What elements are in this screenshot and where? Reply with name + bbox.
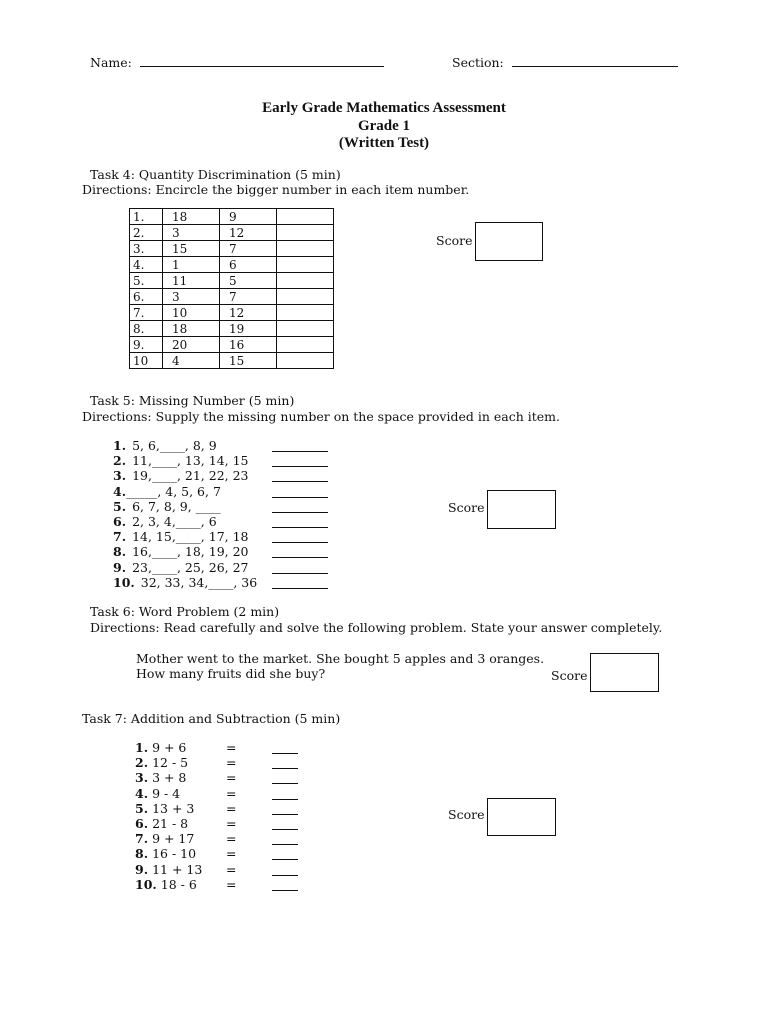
expression-text: 18 - 6 xyxy=(160,876,197,892)
answer-blank[interactable] xyxy=(272,829,298,830)
expression-text: 9 + 6 xyxy=(152,740,187,755)
task4-directions: Directions: Encircle the bigger number in each item number. xyxy=(82,182,470,197)
answer-blank[interactable] xyxy=(272,844,298,845)
expression-text: 9 + 17 xyxy=(152,831,195,847)
quantity-row xyxy=(130,241,334,257)
quantity-row xyxy=(130,305,334,321)
sequence-text: 14, 15,____, 17, 18 xyxy=(132,529,249,545)
item-number-cell: 2. xyxy=(130,225,163,241)
answer-blank[interactable] xyxy=(272,512,328,513)
blank-cell xyxy=(277,273,334,289)
sequence-text: 19,____, 21, 22, 23 xyxy=(132,468,249,484)
item-number-cell: 9. xyxy=(130,337,163,353)
blank-cell xyxy=(277,305,334,321)
sequence-text: 32, 33, 34,____, 36 xyxy=(140,574,258,590)
expression-text: 21 - 8 xyxy=(152,816,189,831)
number-choice-cell[interactable]: 9 xyxy=(220,209,277,225)
item-number-cell: 7. xyxy=(130,305,163,321)
answer-blank[interactable] xyxy=(272,768,298,769)
item-number: 5. xyxy=(135,800,149,816)
quantity-row xyxy=(130,337,334,353)
number-choice-cell[interactable]: 16 xyxy=(220,337,277,353)
task6-problem-line2: How many fruits did she buy? xyxy=(136,666,326,681)
section-field-row xyxy=(452,54,678,70)
blank-cell xyxy=(277,289,334,305)
quantity-table xyxy=(129,208,334,369)
number-choice-cell[interactable]: 12 xyxy=(220,225,277,241)
answer-blank[interactable] xyxy=(272,466,328,467)
item-number: 3. xyxy=(113,468,127,484)
number-choice-cell[interactable]: 10 xyxy=(163,305,220,321)
equals-sign: = xyxy=(226,755,237,771)
blank-cell xyxy=(277,353,334,369)
task6-score-label: Score xyxy=(551,668,588,683)
equals-sign: = xyxy=(226,876,237,892)
number-choice-cell[interactable]: 19 xyxy=(220,321,277,337)
number-choice-cell[interactable]: 4 xyxy=(163,353,220,369)
item-number: 8. xyxy=(113,544,127,560)
item-number-cell: 4. xyxy=(130,257,163,273)
equals-sign: = xyxy=(226,846,237,862)
missing-number-item xyxy=(113,438,217,453)
answer-blank[interactable] xyxy=(272,859,298,860)
equals-sign: = xyxy=(226,816,237,831)
number-choice-cell[interactable]: 11 xyxy=(163,273,220,289)
expression-text: 3 + 8 xyxy=(152,770,187,786)
task4-score-box[interactable] xyxy=(475,222,543,261)
arithmetic-item xyxy=(135,801,194,816)
answer-blank[interactable] xyxy=(272,783,298,784)
written-test-title: (Written Test) xyxy=(338,135,430,151)
task7-score-box[interactable] xyxy=(487,798,556,836)
item-number: 6. xyxy=(135,816,149,831)
arithmetic-item xyxy=(135,786,180,801)
item-number: 1. xyxy=(113,438,127,453)
missing-number-item xyxy=(113,468,249,483)
task6-heading: Task 6: Word Problem (2 min) xyxy=(90,604,280,619)
number-choice-cell[interactable]: 12 xyxy=(220,305,277,321)
expression-text: 12 - 5 xyxy=(152,755,189,771)
item-number: 4. xyxy=(135,785,149,801)
answer-blank[interactable] xyxy=(272,497,328,498)
blank-cell xyxy=(277,225,334,241)
task4-score-label: Score xyxy=(436,233,473,248)
number-choice-cell[interactable]: 15 xyxy=(220,353,277,369)
equals-sign: = xyxy=(226,831,237,847)
answer-blank[interactable] xyxy=(272,527,328,528)
answer-blank[interactable] xyxy=(272,451,328,452)
item-number: 1. xyxy=(135,740,149,755)
answer-blank[interactable] xyxy=(272,557,328,558)
missing-number-item xyxy=(113,575,257,590)
item-number-cell: 3. xyxy=(130,241,163,257)
sequence-text: 2, 3, 4,____, 6 xyxy=(132,514,217,529)
item-number: 4. xyxy=(113,483,127,499)
name-input-line[interactable] xyxy=(140,54,384,67)
arithmetic-item xyxy=(135,831,194,846)
quantity-row xyxy=(130,209,334,225)
sequence-text: _____, 4, 5, 6, 7 xyxy=(126,483,221,499)
quantity-row xyxy=(130,321,334,337)
answer-blank[interactable] xyxy=(272,573,328,574)
missing-number-item xyxy=(113,544,249,559)
task4-heading: Task 4: Quantity Discrimination (5 min) xyxy=(90,167,341,182)
arithmetic-item xyxy=(135,877,197,892)
missing-number-item xyxy=(113,453,249,468)
quantity-row xyxy=(130,257,334,273)
item-number-cell: 10 xyxy=(130,353,163,369)
arithmetic-item xyxy=(135,846,196,861)
task5-heading: Task 5: Missing Number (5 min) xyxy=(90,393,295,408)
answer-blank[interactable] xyxy=(272,753,298,754)
blank-cell xyxy=(277,241,334,257)
task6-problem-line1: Mother went to the market. She bought 5 apples and 3 oranges. xyxy=(136,651,545,666)
answer-blank[interactable] xyxy=(272,481,328,482)
number-choice-cell[interactable]: 3 xyxy=(163,289,220,305)
sequence-text: 6, 7, 8, 9, ____ xyxy=(132,498,221,514)
item-number-cell: 1. xyxy=(130,209,163,225)
answer-blank[interactable] xyxy=(272,814,298,815)
task7-score-label: Score xyxy=(448,807,485,822)
answer-blank[interactable] xyxy=(272,875,298,876)
expression-text: 9 - 4 xyxy=(152,785,181,801)
blank-cell xyxy=(277,257,334,273)
answer-blank[interactable] xyxy=(272,799,298,800)
task6-score-box[interactable] xyxy=(590,653,659,692)
equals-sign: = xyxy=(226,861,237,877)
expression-text: 11 + 13 xyxy=(152,861,203,877)
item-number: 10. xyxy=(113,574,135,590)
item-number: 7. xyxy=(113,529,127,545)
section-label: Section: xyxy=(452,55,504,70)
quantity-row xyxy=(130,289,334,305)
item-number: 7. xyxy=(135,831,149,847)
name-label: Name: xyxy=(90,55,132,70)
quantity-row xyxy=(130,353,334,369)
equals-sign: = xyxy=(226,785,237,801)
arithmetic-item xyxy=(135,770,186,785)
sequence-text: 11,____, 13, 14, 15 xyxy=(132,453,249,469)
arithmetic-item xyxy=(135,755,188,770)
section-input-line[interactable] xyxy=(512,54,678,67)
sequence-text: 23,____, 25, 26, 27 xyxy=(132,559,249,575)
assessment-title: Early Grade Mathematics Assessment xyxy=(262,100,506,116)
item-number-cell: 6. xyxy=(130,289,163,305)
item-number: 5. xyxy=(113,498,127,514)
number-choice-cell[interactable]: 15 xyxy=(163,241,220,257)
item-number: 2. xyxy=(113,453,127,469)
item-number-cell: 5. xyxy=(130,273,163,289)
item-number: 6. xyxy=(113,514,127,529)
blank-cell xyxy=(277,209,334,225)
blank-cell xyxy=(277,321,334,337)
equals-sign: = xyxy=(226,770,237,786)
missing-number-item xyxy=(113,484,221,499)
answer-blank[interactable] xyxy=(272,588,328,589)
arithmetic-item xyxy=(135,862,202,877)
item-number: 10. xyxy=(135,876,157,892)
number-choice-cell[interactable]: 1 xyxy=(163,257,220,273)
missing-number-item xyxy=(113,560,249,575)
blank-cell xyxy=(277,337,334,353)
missing-number-item xyxy=(113,499,221,514)
item-number-cell: 8. xyxy=(130,321,163,337)
number-choice-cell[interactable]: 7 xyxy=(220,289,277,305)
quantity-row xyxy=(130,273,334,289)
task7-heading: Task 7: Addition and Subtraction (5 min) xyxy=(82,711,341,726)
item-number: 3. xyxy=(135,770,149,786)
grade-title: Grade 1 xyxy=(357,118,411,134)
expression-text: 13 + 3 xyxy=(152,800,195,816)
equals-sign: = xyxy=(226,740,237,755)
arithmetic-item xyxy=(135,816,188,831)
expression-text: 16 - 10 xyxy=(152,846,197,862)
missing-number-item xyxy=(113,529,249,544)
item-number: 8. xyxy=(135,846,149,862)
name-field-row xyxy=(90,54,384,70)
number-choice-cell[interactable]: 20 xyxy=(163,337,220,353)
number-choice-cell[interactable]: 6 xyxy=(220,257,277,273)
task5-score-box[interactable] xyxy=(487,490,556,529)
number-choice-cell[interactable]: 7 xyxy=(220,241,277,257)
task5-directions: Directions: Supply the missing number on the space provided in each item. xyxy=(82,409,561,424)
sequence-text: 16,____, 18, 19, 20 xyxy=(132,544,249,560)
answer-blank[interactable] xyxy=(272,890,298,891)
task5-score-label: Score xyxy=(448,500,485,515)
equals-sign: = xyxy=(226,800,237,816)
arithmetic-item xyxy=(135,740,186,755)
item-number: 9. xyxy=(113,559,127,575)
task6-directions: Directions: Read carefully and solve the following problem. State your answer completely. xyxy=(90,620,663,635)
item-number: 2. xyxy=(135,755,149,771)
number-choice-cell[interactable]: 18 xyxy=(163,209,220,225)
number-choice-cell[interactable]: 18 xyxy=(163,321,220,337)
item-number: 9. xyxy=(135,861,149,877)
answer-blank[interactable] xyxy=(272,542,328,543)
number-choice-cell[interactable]: 3 xyxy=(163,225,220,241)
number-choice-cell[interactable]: 5 xyxy=(220,273,277,289)
quantity-row xyxy=(130,225,334,241)
sequence-text: 5, 6,____, 8, 9 xyxy=(132,438,217,453)
missing-number-item xyxy=(113,514,217,529)
